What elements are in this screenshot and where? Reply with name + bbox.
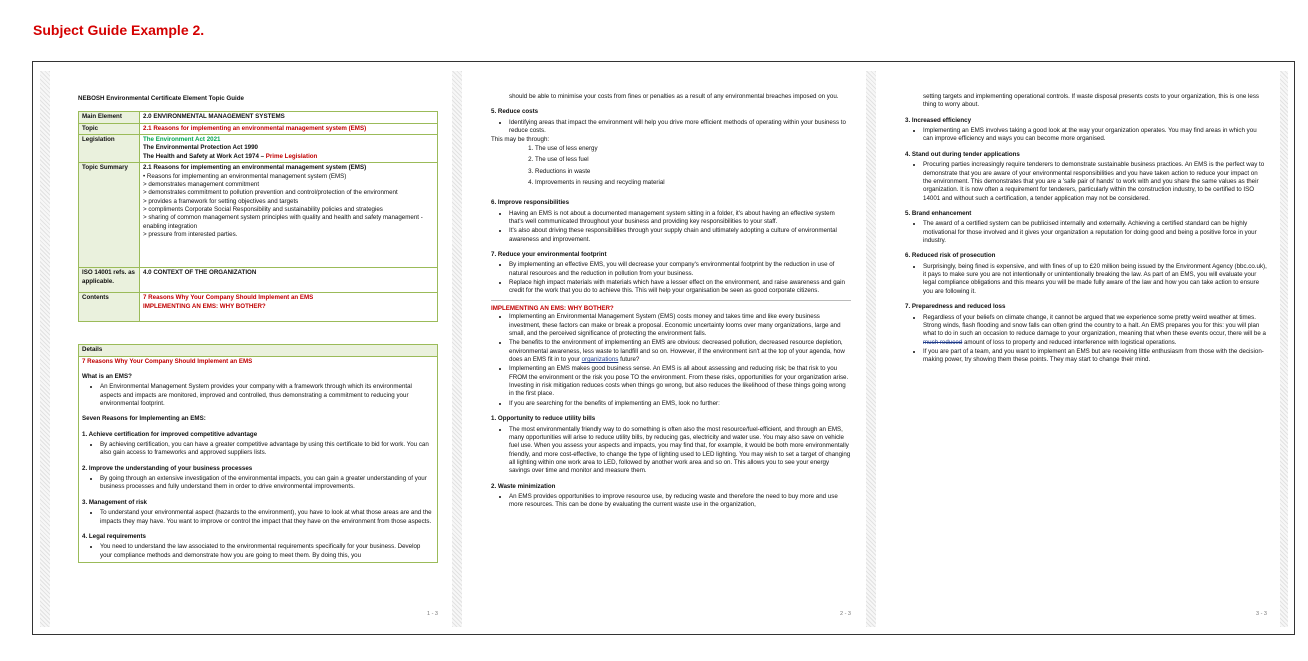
page-gutter-left [40,71,50,627]
summary-value: 2.1 Reasons for implementing an environmental management system (EMS) • Reasons for implementing an environmental management system (EMS) > demonstrates management commitment > demonstrates commitment to pollution prevention and control/protection of the environment > provides a framework for setting objectives and targets > compliments Corporate Social Responsibility and sustainability policies and strategies > sharing of common management system principles with quality and health and safety management - enabling integration > pressure from interested parties. [140,163,438,268]
prime-legislation-tag: Prime Legislation [265,152,318,160]
summary-label: Topic Summary [79,163,140,268]
list-item: • Identifying areas that impact the environment will help you drive more efficient methods of operating within your business to reduce costs. [509,119,851,136]
list-item: • By achieving certification, you can have a greater competitive advantage by using this certificate to bid for work. You can also gain access to frameworks and approved suppliers lists. [100,441,434,458]
section-heading: 2. Waste minimization [491,482,556,490]
table-row [79,123,438,134]
section-heading: 7. Preparedness and reduced loss [905,303,1006,311]
table-row [79,163,438,268]
list-item: • To understand your environmental aspect (hazards to the environment), you have to look at what those areas are and the impacts they may have. You want to improve or control the impact that they have on the environment from those aspects. [100,509,434,526]
list-item: • The benefits to the environment of implementing an EMS are obvious: decreased pollution, decreased resource depletion, environmental awareness, less waste to landfill and so on. However, if the environment isn't at the top of your agenda, how does an EMS fit in to your organizations future? [509,339,851,364]
list-item: • By implementing an effective EMS, you will decrease your company's environmental footprint by the reduction in use of natural resources and the reduction in pollution from your business. [509,261,851,278]
section-heading: 2. Improve the understanding of your business processes [82,464,253,472]
list-item: • If you are part of a team, and you want to implement an EMS but are receiving little enthusiasm from those with the decision-making power, try showing them these points. They may start to change their mind. [923,348,1267,365]
page-number: 2 - 3 [839,610,851,617]
table-row [79,135,438,163]
list-item: • An EMS provides opportunities to improve resource use, by reducing waste and therefore the need to buy more and use more resources. This can be done by evaluating the current waste use in the organization, [509,493,851,510]
list-item: • If you are searching for the benefits of implementing an EMS, look no further: [509,400,851,408]
details-subtitle: 7 Reasons Why Your Company Should Implement an EMS [82,357,253,365]
details-section [78,344,438,563]
list-item: • It's also about driving these responsibilities through your supply chain and ultimately adopting a culture of environmental awareness and improvement. [509,227,851,244]
legislation-item: The Health and Safety at Work Act 1974 – Prime Legislation [143,152,318,160]
section-heading: 7. Reduce your environmental footprint [491,251,607,259]
list-item: • An Environmental Management System provides your company with a framework through which its environmental aspects and impacts are monitored, improved and controlled, thus demonstrating a commitment to reducing your environmental footprint. [100,383,434,408]
legislation-value [140,135,438,163]
list-item: 2. The use of less fuel [535,156,851,164]
document-title: NEBOSH Environmental Certificate Element Topic Guide [78,95,244,102]
list-item: • The award of a certified system can be publicised internally and externally. Achieving a certified standard can be highly motivational for those involved and it gives your organization a reputation for doing good and being a positive force in your industry. [923,220,1267,245]
section-heading: 4. Stand out during tender applications [905,150,1020,158]
list-item: • Procuring parties increasingly require tenderers to demonstrate sustainable business practices. An EMS is the perfect way to demonstrate that you are aware of your environmental responsibilities and you have taken action to reduce your impact on the environment. This demonstrates that you are a 'safe pair of hands' to work with and you share the same values as their organization. It is now often a requirement for tenderers, particularly within the construction industry, to be certified to ISO 14001 and without such a certification, a tender application may not be considered. [923,161,1267,203]
spelling-flag: organizations [581,355,619,363]
topic-table [78,111,438,322]
legislation-item: The Environment Act 2021 [143,136,221,144]
section-heading: 1. Opportunity to reduce utility bills [491,415,596,423]
legislation-item: The Environmental Protection Act 1990 [143,144,258,152]
list-item: 1. The use of less energy [535,145,851,153]
list-item: • Regardless of your beliefs on climate change, it cannot be argued that we experience some pretty weird weather at times. Strong winds, flash flooding and snow falls can often grind the country to a halt. An EMS prepares you for this: you will plan what to do in such an occasion to reduce damage to your organization, meaning that when these events occur, there will be a much reduced amount of loss to property and reduced interference with logistical operations. [923,314,1267,347]
section-heading: Seven Reasons for Implementing an EMS: [82,415,206,423]
section-heading: 3. Management of risk [82,498,147,506]
legislation-label: Legislation [79,135,140,163]
page-heading: Subject Guide Example 2. [33,22,205,38]
page-gutter-1 [452,71,462,627]
main-element-value: 2.0 ENVIRONMENTAL MANAGEMENT SYSTEMS [140,112,438,123]
details-label: Details [79,345,437,356]
continued-text: setting targets and implementing operational controls. If waste disposal presents costs to your organization, this is one less thing to worry about. [923,93,1260,109]
main-element-label: Main Element [79,112,140,123]
intro-text: This may be through: [491,136,550,144]
list-item: 3. Reductions in waste [535,168,851,176]
list-item: • Having an EMS is not about a documented management system sitting in a folder, it's about having an effective system that's well communicated throughout your business and providing key responsibilities to your staff. [509,210,851,227]
continued-text: should be able to minimise your costs from fines or penalties as a result of any environmental breaches imposed on you. [509,93,839,100]
table-row [79,293,438,322]
topic-value: 2.1 Reasons for implementing an environmental management system (EMS) [140,123,438,134]
section-heading: 5. Reduce costs [491,108,539,116]
section-heading: IMPLEMENTING AN EMS: WHY BOTHER? [491,304,614,312]
topic-label: Topic [79,123,140,134]
contents-label: Contents [79,293,140,322]
section-divider [491,300,851,301]
table-row [79,268,438,293]
list-item: • Implementing an Environmental Management System (EMS) costs money and takes time and like every business investment, these factors can make or break a proposal. Economic uncertainty looms over many organizations, large and small, and the perceived significance of protecting the environment falls. [509,313,851,338]
page-gutter-right [1280,71,1288,627]
document-page-3 [893,85,1275,628]
section-heading: What is an EMS? [82,372,132,380]
section-heading: 6. Reduced risk of prosecution [905,252,996,260]
page-number: 1 - 3 [426,610,438,617]
list-item: • Replace high impact materials with materials which have a lesser effect on the environment, and raise awareness and gain credit for the work that you do to achieve this. This will help your organisation be seen as good corporate citizens. [509,279,851,296]
list-item: • You need to understand the law associated to the environmental requirements specifically for your business. Develop your compliance methods and demonstrate how you are going to meet them. By doing this, you [100,543,434,560]
section-heading: 4. Legal requirements [82,532,146,540]
list-item: • Implementing an EMS makes good business sense. An EMS is all about assessing and reducing risk; be that risk to you FROM the environment or the risk you pose TO the environment. From these risks, opportunities for your organization arise. Investing in risk mitigation reduces costs when things go wrong, but also reduces the likelihood of these things going wrong in the first place. [509,365,851,398]
list-item: • The most environmentally friendly way to do something is often also the most resource/fuel-efficient, and through an EMS, many opportunities will arise to reduce utility bills, by reducing gas, electricity and water use. You may also save on vehicle fuel use. When you assess your aspects and impacts, you may find that, for example, it would be both more environmentally friendly, and more cost-effective, to change the type of lighting used to LED lighting. You may wish to set a target of changing all lighting within one work area to LED, followed by another work area and so on. This allows you to see your energy savings over time and monitor and measure them. [509,426,851,476]
iso-label: ISO 14001 refs. as applicable. [79,268,140,293]
iso-value: 4.0 CONTEXT OF THE ORGANIZATION [140,268,438,293]
list-item: • Implementing an EMS involves taking a good look at the way your organization operates. You may find areas in which you can improve efficiency and ways you can become more organised. [923,127,1267,144]
table-row [79,112,438,123]
document-page-2 [479,85,859,628]
document-page-1 [66,85,446,628]
list-item: 4. Improvements in reusing and recycling material [535,179,851,187]
section-heading: 5. Brand enhancement [905,209,972,217]
list-item: • Surprisingly, being fined is expensive, and with fines of up to £20 million being issued by the Environment Agency (bbc.co.uk), it pays to make sure you are not intentionally or unintentionally breaking the law. As part of an EMS, you will evaluate your legal compliance obligations and this means you will be made fully aware of the law and how you can take action to ensure you are following it. [923,263,1267,296]
list-item: • By going through an extensive investigation of the environmental impacts, you can gain a greater understanding of your business processes and fully understand them in order to drive environmental improvements. [100,475,434,492]
page-number: 3 - 3 [1255,610,1267,617]
section-heading: 6. Improve responsibilities [491,199,570,207]
page-gutter-2 [866,71,876,627]
tracked-change-deletion: much reduced [923,338,963,346]
section-heading: 3. Increased efficiency [905,116,972,124]
section-heading: 1. Achieve certification for improved competitive advantage [82,430,258,438]
contents-value: 7 Reasons Why Your Company Should Implement an EMS IMPLEMENTING AN EMS: WHY BOTHER? [140,293,438,322]
